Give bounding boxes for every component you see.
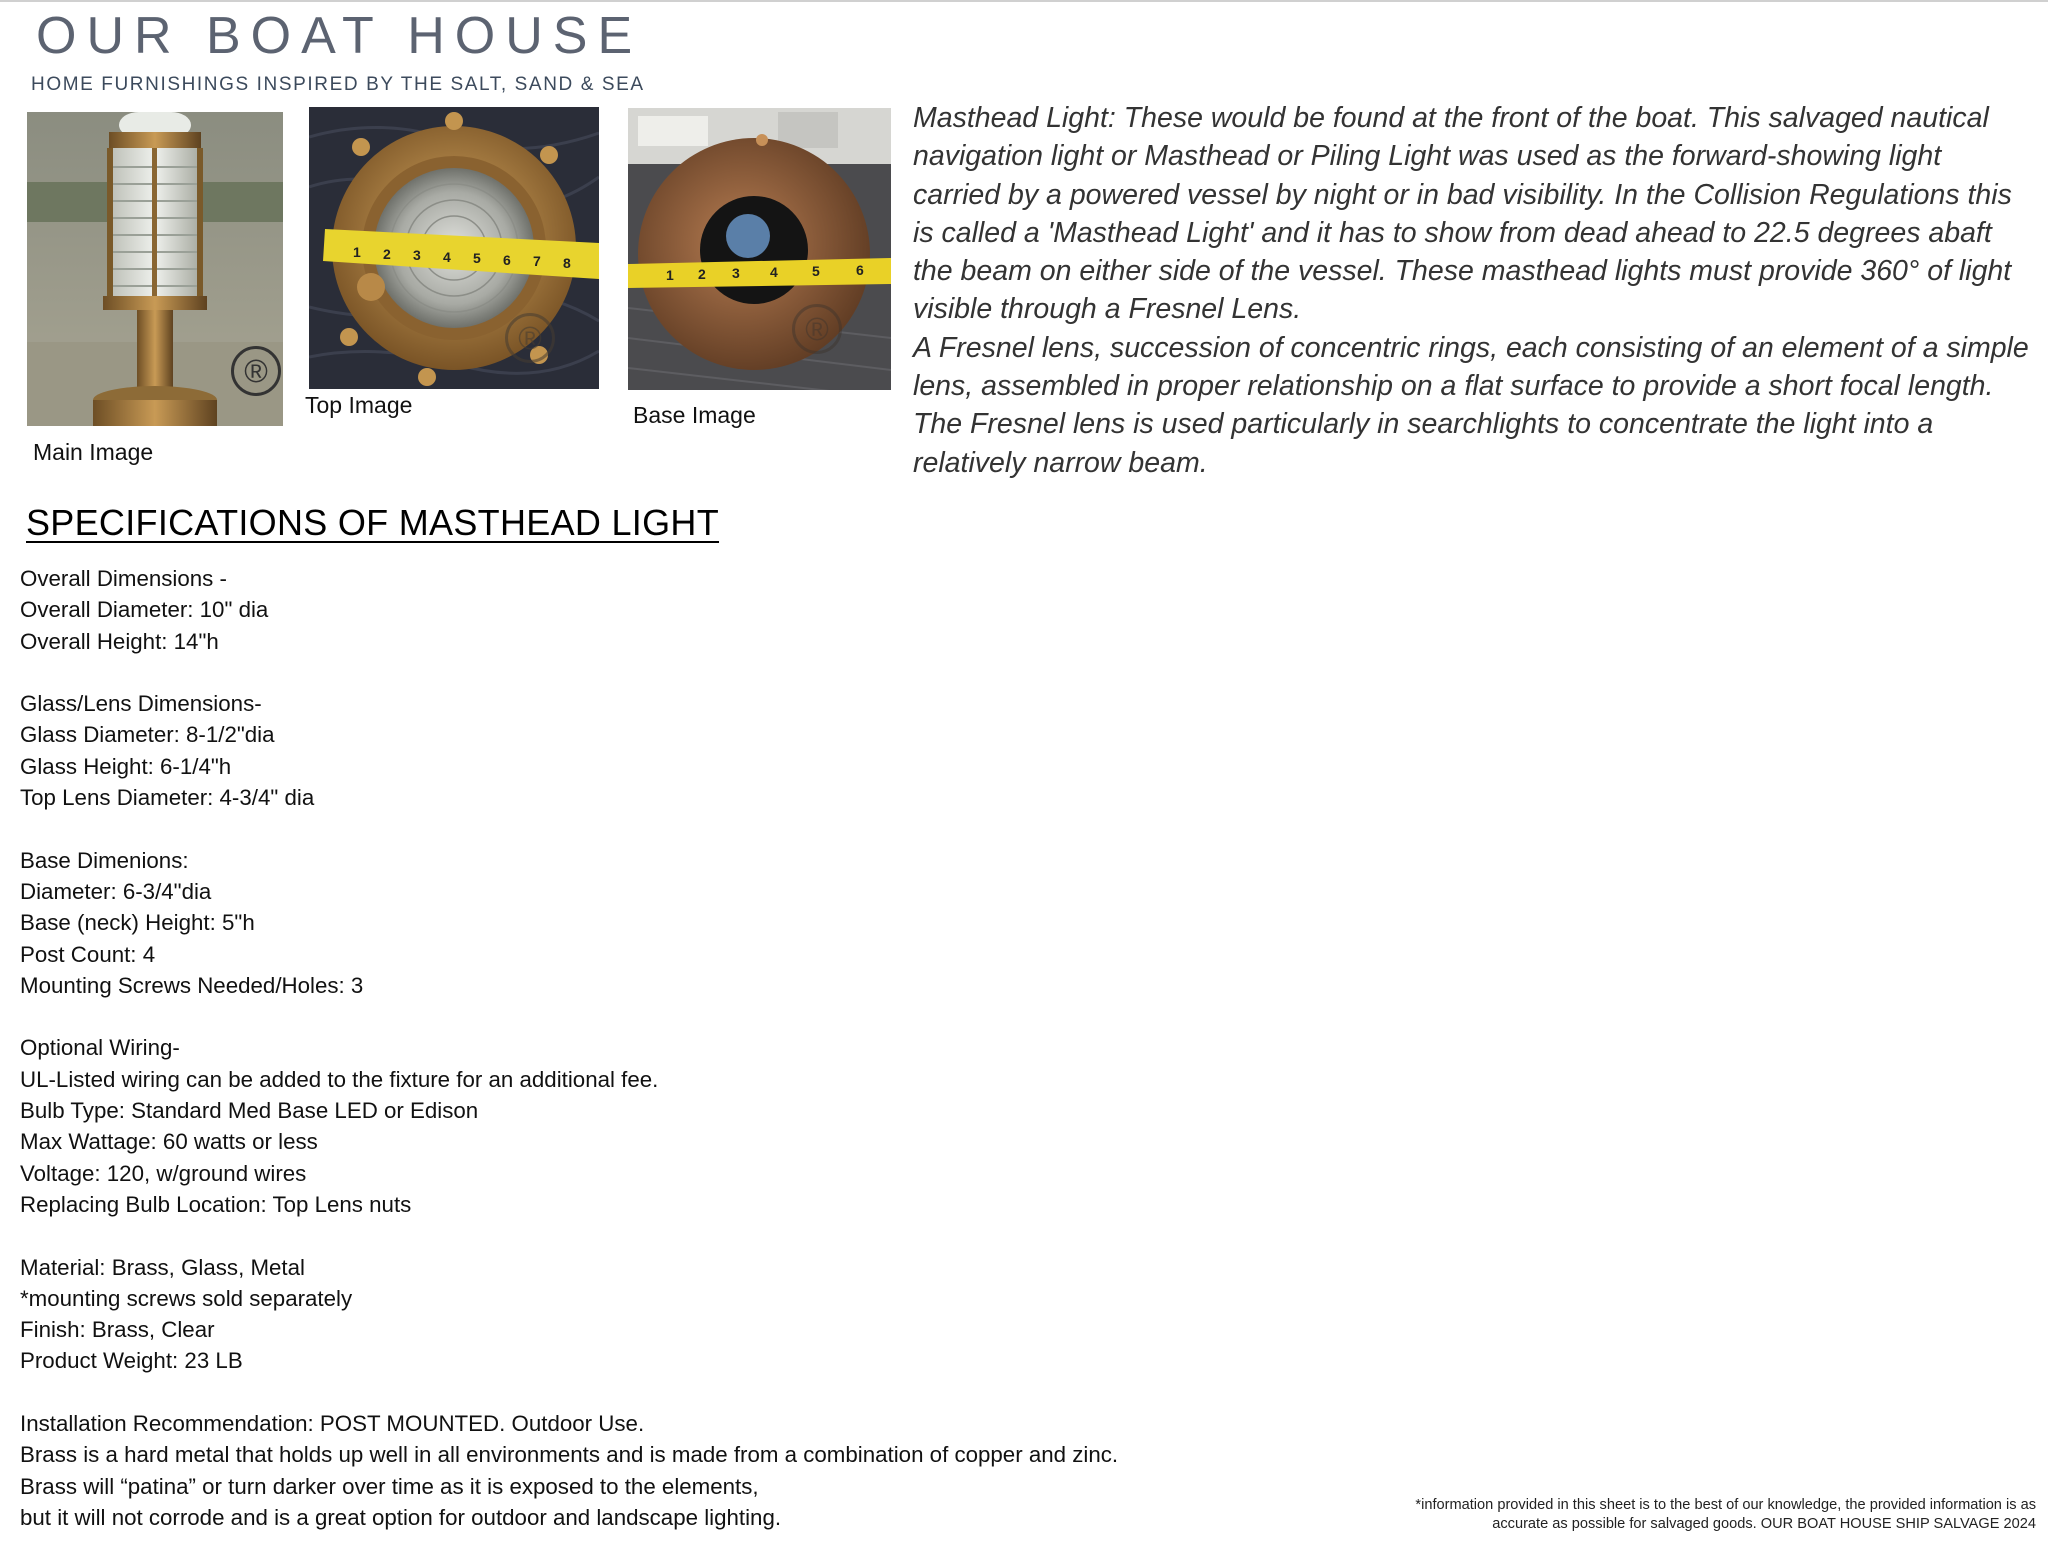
spec-line: *mounting screws sold separately	[20, 1285, 353, 1311]
spec-line: Overall Diameter: 10" dia	[20, 597, 269, 623]
ruler-mark: 1	[666, 267, 674, 283]
footnote-line: *information provided in this sheet is to the best of our knowledge, the provided information is as	[1415, 1497, 2036, 1513]
spec-line: UL-Listed wiring can be added to the fixture for an additional fee.	[20, 1066, 659, 1092]
spec-line: Max Wattage: 60 watts or less	[20, 1129, 318, 1155]
spec-group-material	[20, 1252, 1220, 1377]
ruler-mark: 5	[473, 250, 481, 266]
main-image	[27, 112, 283, 426]
spec-line: Bulb Type: Standard Med Base LED or Edison	[20, 1098, 479, 1124]
ruler-mark: 6	[503, 252, 511, 268]
footnote-disclaimer	[1276, 1496, 2036, 1534]
spec-line: but it will not corrode and is a great option for outdoor and landscape lighting.	[20, 1504, 782, 1530]
brand-logo-title: OUR BOAT HOUSE	[36, 7, 643, 65]
ruler-mark: 8	[563, 255, 571, 271]
spec-line: Mounting Screws Needed/Holes: 3	[20, 972, 364, 998]
ruler-mark: 5	[812, 263, 820, 279]
ruler-mark: 4	[443, 249, 451, 265]
spec-line: Optional Wiring-	[20, 1035, 180, 1061]
spec-line: Overall Height: 14"h	[20, 628, 219, 654]
footnote-line: accurate as possible for salvaged goods. OUR BOAT HOUSE SHIP SALVAGE 2024	[1492, 1516, 2036, 1532]
spec-line: Diameter: 6-3/4"dia	[20, 878, 212, 904]
spec-line: Material: Brass, Glass, Metal	[20, 1254, 305, 1280]
ruler-mark: 3	[413, 247, 421, 263]
ruler-mark: 2	[383, 246, 391, 262]
spec-group-overall-dimensions	[20, 563, 1220, 657]
spec-line: Brass is a hard metal that holds up well in all environments and is made from a combination of copper and zinc.	[20, 1442, 1119, 1468]
spec-line: Installation Recommendation: POST MOUNTED. Outdoor Use.	[20, 1411, 645, 1437]
description-paragraph: A Fresnel lens, succession of concentric rings, each consisting of an element of a simple lens, assembled in proper relationship on a flat surface to provide a short focal length. The Fresnel lens is used particularly in searchlights to concentrate the light into a relatively narrow beam.	[913, 331, 2029, 479]
spec-line: Glass Height: 6-1/4"h	[20, 753, 232, 779]
top-image-caption: Top Image	[305, 392, 413, 418]
specifications-list	[20, 563, 1220, 1565]
main-image-caption: Main Image	[33, 439, 154, 465]
brand-tagline: HOME FURNISHINGS INSPIRED BY THE SALT, SAND & SEA	[31, 74, 645, 95]
description-paragraph: Masthead Light: These would be found at the front of the boat. This salvaged nautical navigation light or Masthead or Piling Light was used as the forward-showing light carried by a powered vessel by night or in bad visibility. In the Collision Regulations this is called a 'Masthead Light' and it has to show from dead ahead to 22.5 degrees abaft the beam on either side of the vessel. These masthead lights must provide 360° of light visible through a Fresnel Lens.	[913, 102, 2012, 326]
spec-line: Top Lens Diameter: 4-3/4" dia	[20, 785, 315, 811]
spec-line: Product Weight: 23 LB	[20, 1348, 243, 1374]
ruler-mark: 1	[353, 244, 361, 260]
spec-line: Brass will “patina” or turn darker over time as it is exposed to the elements,	[20, 1473, 759, 1499]
spec-group-base-dimensions	[20, 845, 1220, 1001]
ruler-mark: 6	[856, 262, 864, 278]
watermark-icon: ®	[231, 346, 281, 396]
spec-line: Glass/Lens Dimensions-	[20, 691, 262, 717]
spec-line: Glass Diameter: 8-1/2"dia	[20, 722, 275, 748]
spec-group-installation	[20, 1408, 1220, 1533]
spec-line: Replacing Bulb Location: Top Lens nuts	[20, 1191, 412, 1217]
spec-group-optional-wiring	[20, 1032, 1220, 1220]
spec-group-glass-dimensions	[20, 688, 1220, 813]
ruler-mark: 2	[698, 266, 706, 282]
base-image-caption: Base Image	[633, 402, 756, 428]
watermark-icon: ®	[792, 304, 842, 354]
spec-line: Base Dimenions:	[20, 847, 189, 873]
top-image	[309, 107, 599, 389]
spec-line: Post Count: 4	[20, 941, 156, 967]
ruler-mark: 7	[533, 253, 541, 269]
spec-line: Voltage: 120, w/ground wires	[20, 1160, 307, 1186]
ruler-mark: 4	[770, 264, 778, 280]
watermark-icon: ®	[505, 313, 555, 363]
spec-line: Base (neck) Height: 5"h	[20, 910, 255, 936]
spec-line: Overall Dimensions -	[20, 566, 227, 591]
top-border	[0, 0, 2048, 2]
spec-line: Finish: Brass, Clear	[20, 1317, 215, 1343]
ruler-mark: 3	[732, 265, 740, 281]
base-image	[628, 108, 891, 390]
product-description	[913, 99, 2033, 482]
specifications-title: SPECIFICATIONS OF MASTHEAD LIGHT	[26, 502, 720, 543]
